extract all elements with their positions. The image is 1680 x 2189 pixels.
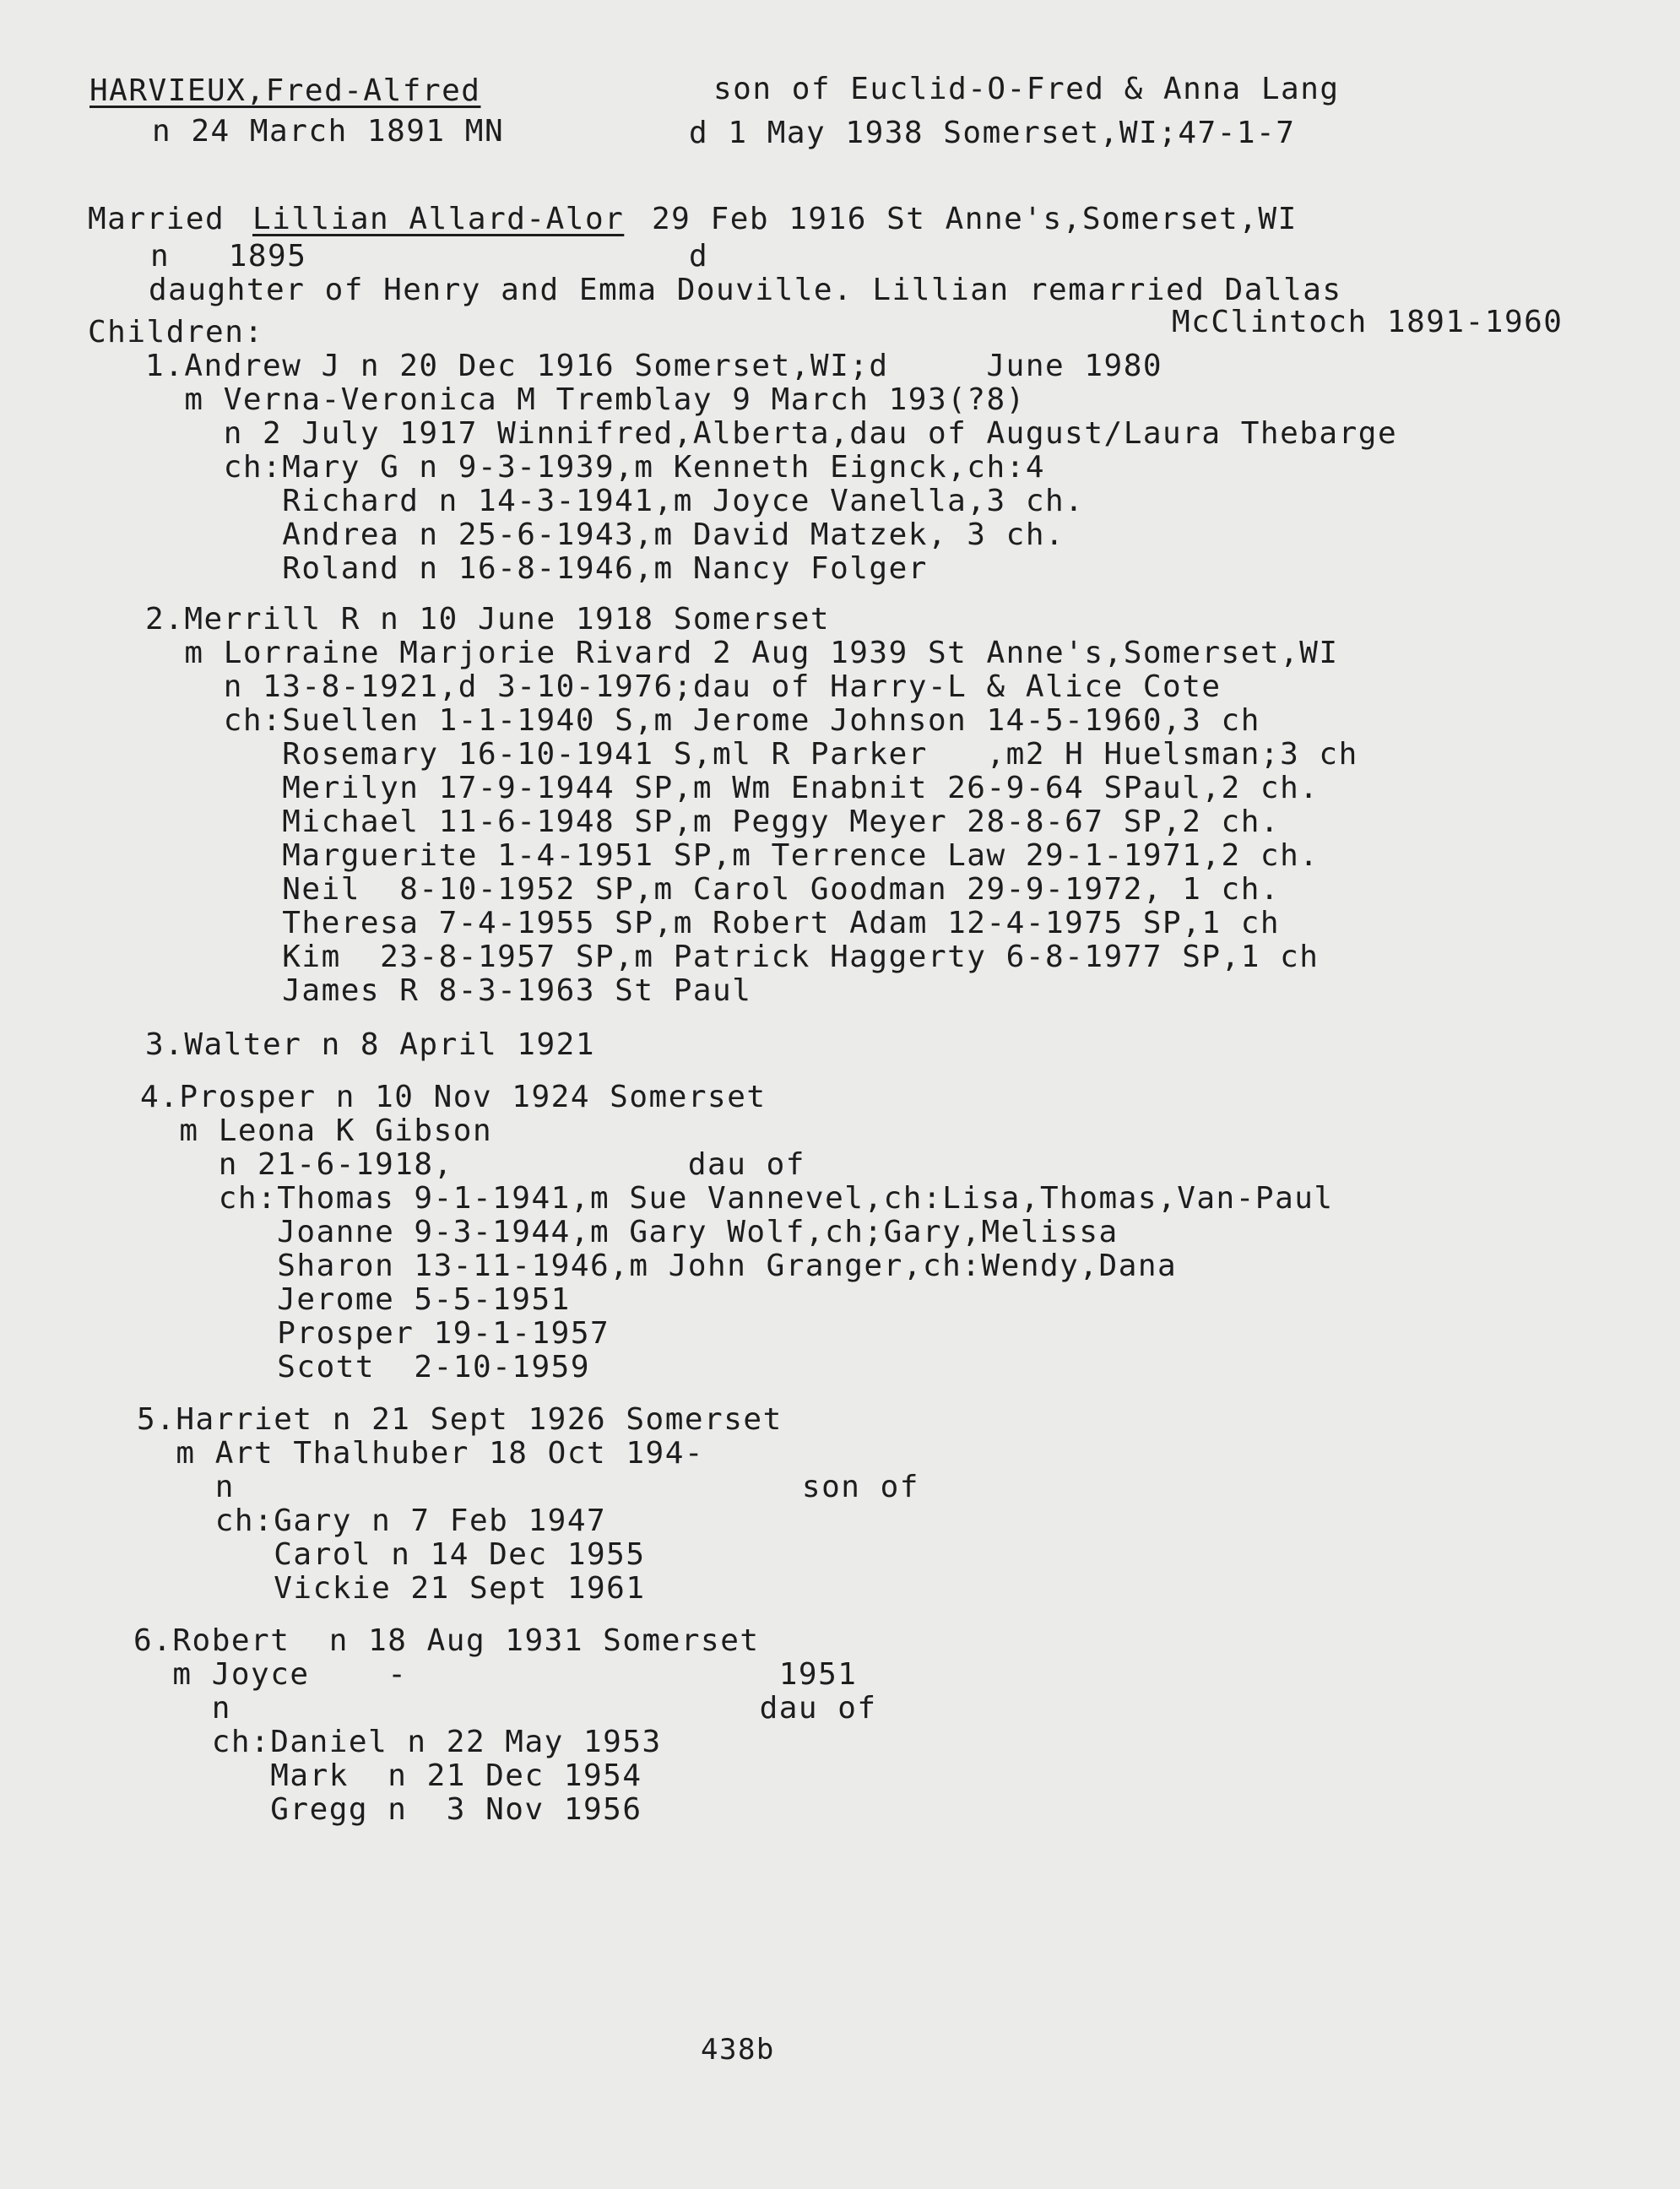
- spouse-name: Lillian Allard-Alor: [252, 202, 625, 236]
- child-5-line: 5.Harriet n 21 Sept 1926 Somerset: [137, 1402, 783, 1437]
- child-3-line: 3.Walter n 8 April 1921: [145, 1027, 595, 1062]
- child-1-line: n 2 July 1917 Winnifred,Alberta,dau of August/Laura Thebarge: [145, 416, 1398, 451]
- child-6-line: ch:Daniel n 22 May 1953: [133, 1725, 662, 1759]
- child-2-line: ch:Suellen 1-1-1940 S,m Jerome Johnson 14-5-1960,3 ch: [145, 703, 1260, 738]
- child-4-line: n 21-6-1918, dau of: [140, 1147, 805, 1182]
- child-2-line: n 13-8-1921,d 3-10-1976;dau of Harry-L & Alice Cote: [145, 669, 1222, 704]
- page-number: 438b: [701, 2033, 775, 2067]
- child-2-line: Kim 23-8-1957 SP,m Patrick Haggerty 6-8-1977 SP,1 ch: [145, 940, 1320, 974]
- spouse-death: d: [689, 239, 709, 274]
- child-4-line: Scott 2-10-1959: [140, 1350, 590, 1384]
- child-6-line: Mark n 21 Dec 1954: [133, 1758, 642, 1793]
- child-2-line: Merilyn 17-9-1944 SP,m Wm Enabnit 26-9-64 SPaul,2 ch.: [145, 771, 1320, 805]
- person-name: HARVIEUX,Fred-Alfred: [89, 73, 481, 108]
- child-4-line: Prosper 19-1-1957: [140, 1316, 610, 1351]
- person-death: d 1 May 1938 Somerset,WI;47-1-7: [689, 116, 1296, 150]
- child-6-line: m Joyce - 1951: [133, 1657, 858, 1692]
- child-5-line: ch:Gary n 7 Feb 1947: [137, 1504, 607, 1538]
- child-2-line: m Lorraine Marjorie Rivard 2 Aug 1939 St Anne's,Somerset,WI: [145, 636, 1339, 670]
- person-birth: n 24 March 1891 MN: [152, 114, 505, 149]
- child-5-line: Vickie 21 Sept 1961: [137, 1571, 646, 1606]
- person-parents: son of Euclid-O-Fred & Anna Lang: [713, 72, 1340, 106]
- child-5-line: Carol n 14 Dec 1955: [137, 1537, 646, 1572]
- child-2-line: Michael 11-6-1948 SP,m Peggy Meyer 28-8-67 SP,2 ch.: [145, 805, 1281, 839]
- child-4-line: m Leona K Gibson: [140, 1113, 493, 1148]
- child-2-line: Neil 8-10-1952 SP,m Carol Goodman 29-9-1972, 1 ch.: [145, 872, 1281, 907]
- spouse-birth: n 1895: [150, 239, 307, 274]
- marriage-prefix: Married: [88, 202, 225, 236]
- child-1-line: Richard n 14-3-1941,m Joyce Vanella,3 ch.: [145, 484, 1085, 518]
- child-6-line: Gregg n 3 Nov 1956: [133, 1792, 642, 1827]
- child-1-line: Andrea n 25-6-1943,m David Matzek, 3 ch.: [145, 517, 1065, 552]
- remarried-note: McClintoch 1891-1960: [1172, 305, 1563, 339]
- child-2-line: Marguerite 1-4-1951 SP,m Terrence Law 29-1-1971,2 ch.: [145, 838, 1320, 873]
- child-2-line: Rosemary 16-10-1941 S,ml R Parker ,m2 H Huelsman;3 ch: [145, 737, 1358, 772]
- child-4-line: Sharon 13-11-1946,m John Granger,ch:Wendy,Dana: [140, 1249, 1178, 1283]
- child-6-line: 6.Robert n 18 Aug 1931 Somerset: [133, 1623, 760, 1658]
- child-1-line: ch:Mary G n 9-3-1939,m Kenneth Eignck,ch:4: [145, 450, 1045, 485]
- child-5-line: m Art Thalhuber 18 Oct 194-: [137, 1436, 705, 1471]
- child-4-line: Joanne 9-3-1944,m Gary Wolf,ch;Gary,Melissa: [140, 1215, 1119, 1249]
- child-4-line: 4.Prosper n 10 Nov 1924 Somerset: [140, 1080, 767, 1114]
- child-5-line: n son of: [137, 1470, 919, 1504]
- marriage-details: 29 Feb 1916 St Anne's,Somerset,WI: [652, 202, 1298, 236]
- spouse-info: daughter of Henry and Emma Douville. Lillian remarried Dallas: [149, 273, 1342, 307]
- child-1-line: 1.Andrew J n 20 Dec 1916 Somerset,WI;d June 1980: [145, 349, 1163, 383]
- child-2-line: 2.Merrill R n 10 June 1918 Somerset: [145, 602, 831, 637]
- child-1-line: Roland n 16-8-1946,m Nancy Folger: [145, 551, 928, 586]
- child-4-line: Jerome 5-5-1951: [140, 1282, 571, 1317]
- child-2-line: James R 8-3-1963 St Paul: [145, 973, 752, 1008]
- child-1-line: m Verna-Veronica M Tremblay 9 March 193(?8): [145, 382, 1026, 417]
- child-2-line: Theresa 7-4-1955 SP,m Robert Adam 12-4-1975 SP,1 ch: [145, 906, 1281, 940]
- children-label: Children:: [88, 315, 264, 349]
- child-4-line: ch:Thomas 9-1-1941,m Sue Vannevel,ch:Lisa,Thomas,Van-Paul: [140, 1181, 1334, 1216]
- child-6-line: n dau of: [133, 1691, 877, 1726]
